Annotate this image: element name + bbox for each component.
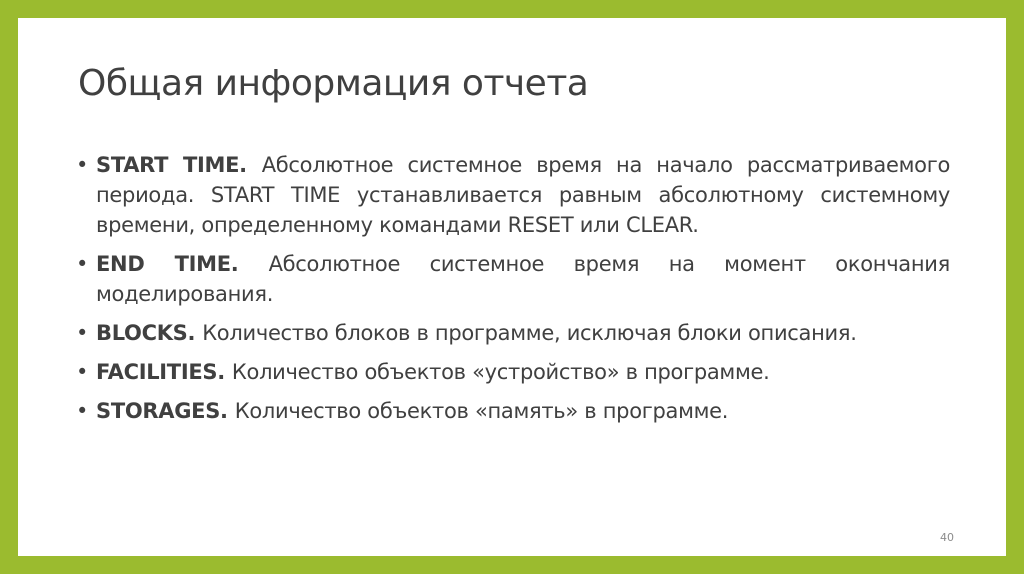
bullet-item-facilities bbox=[76, 357, 950, 387]
bullet-icon: • bbox=[76, 399, 89, 423]
slide bbox=[18, 18, 1006, 556]
bullet-icon: • bbox=[76, 252, 89, 276]
description-start-time: Абсолютное системное время на начало рассматриваемого периода. START TIME устанавливается равным абсолютному системному времени, определенному командами RESET или CLEAR. bbox=[96, 153, 950, 237]
description-storages: Количество объектов «память» в программе. bbox=[234, 399, 729, 423]
bullet-list bbox=[76, 150, 950, 435]
description-end-time: Абсолютное системное время на момент окончания моделирования. bbox=[96, 252, 950, 306]
bullet-item-storages bbox=[76, 396, 950, 426]
bullet-icon: • bbox=[76, 153, 89, 177]
page-number: 40 bbox=[940, 531, 954, 544]
bullet-item-blocks bbox=[76, 318, 950, 348]
term-end-time: END TIME. bbox=[96, 252, 269, 276]
bullet-item-start-time bbox=[76, 150, 950, 240]
description-facilities: Количество объектов «устройство» в программе. bbox=[231, 360, 770, 384]
slide-title: Общая информация отчета bbox=[78, 63, 589, 104]
bullet-item-end-time bbox=[76, 249, 950, 309]
bullet-icon: • bbox=[76, 360, 89, 384]
term-facilities: FACILITIES. bbox=[96, 360, 232, 384]
term-blocks: BLOCKS. bbox=[96, 321, 203, 345]
term-start-time: START TIME. bbox=[96, 153, 262, 177]
term-storages: STORAGES. bbox=[96, 399, 235, 423]
bullet-icon: • bbox=[76, 321, 89, 345]
description-blocks: Количество блоков в программе, исключая блоки описания. bbox=[202, 321, 857, 345]
